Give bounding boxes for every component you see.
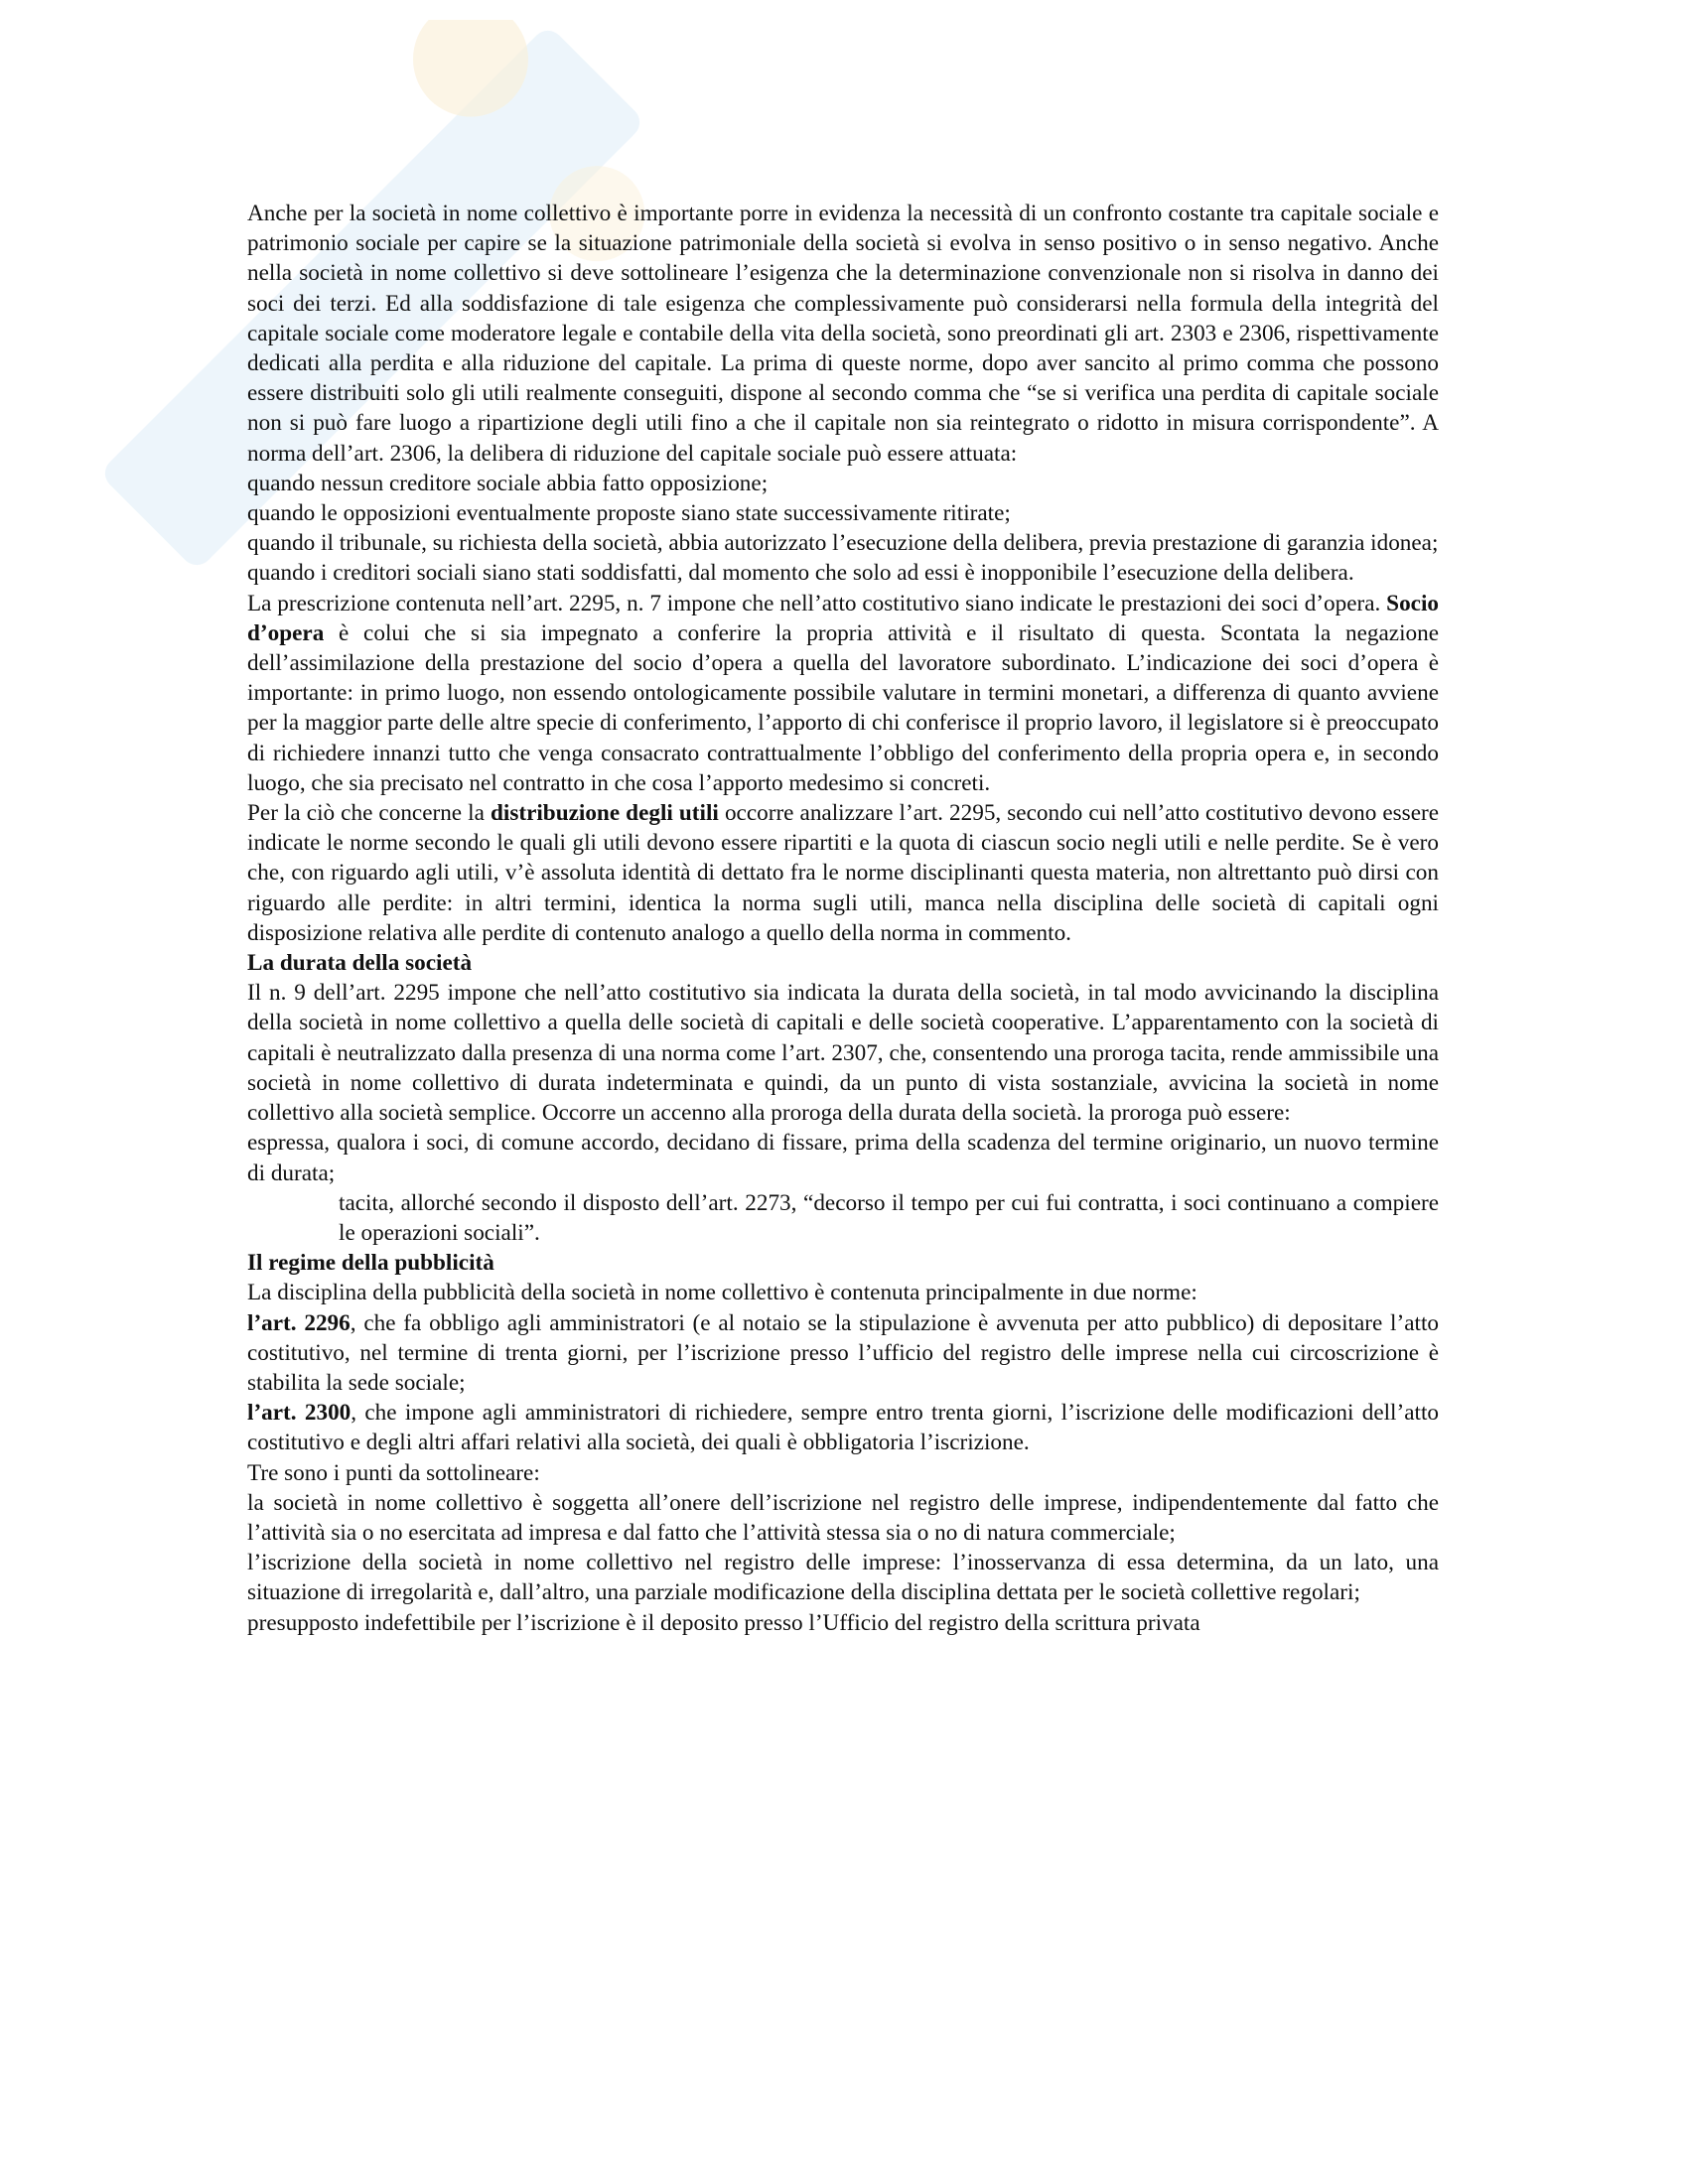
text-run: Il n. 9 dell’art. 2295 impone che nell’atto costitutivo sia indicata la durata della società, in tal modo avvicinando la disciplina della società in nome collettivo a quella delle società di capitali e delle società cooperative. L’apparentamento con la società di capitali è neutralizzato dalla presenza di una norma come l’art. 2307, che, consentendo una proroga tacita, rende ammissibile una società in nome collettivo di durata indeterminata e quindi, da un punto di vista sostanziale, avvicina la società in nome collettivo alla società semplice. Occorre un accenno alla proroga della durata della società. la proroga può essere: <box>247 980 1439 1127</box>
text-run: La durata della società <box>247 950 473 977</box>
text-run: , che impone agli amministratori di richiedere, sempre entro trenta giorni, l’iscrizione delle modificazioni dell’atto costitutivo e degli altri affari relativi alla società, dei quali è obbligatoria l’iscrizione. <box>247 1400 1439 1456</box>
paragraph <box>247 978 1439 1128</box>
paragraph <box>247 1608 1439 1638</box>
text-run: quando il tribunale, su richiesta della società, abbia autorizzato l’esecuzione della delibera, previa prestazione di garanzia idonea; <box>247 530 1439 557</box>
bold-term: distribuzione degli utili <box>490 800 719 827</box>
paragraph <box>247 798 1439 948</box>
text-run: Tre sono i punti da sottolineare: <box>247 1459 540 1486</box>
paragraph <box>247 558 1439 588</box>
text-run: è colui che si sia impegnato a conferire la propria attività e il risultato di questa. Scontata la negazione dell’assimilazione della prestazione del socio d’opera a quella del lavoratore subordinato. L’indicazione dei soci d’opera è importante: in primo luogo, non essendo ontologicamente possibile valutare in termini monetari, a differenza di quanto avviene per la maggior parte delle altre specie di conferimento, l’apporto di chi conferisce il proprio lavoro, il legislatore si è preoccupato di richiedere innanzi tutto che venga consacrato contrattualmente l’obbligo del conferimento della propria opera e, in secondo luogo, che sia precisato nel contratto in che cosa l’apporto medesimo si concreti. <box>247 619 1439 796</box>
text-run: la società in nome collettivo è soggetta all’onere dell’iscrizione nel registro delle imprese, indipendentemente dal fatto che l’attività sia o no esercitata ad impresa e dal fatto che l’attività stessa sia o no di natura commerciale; <box>247 1489 1439 1546</box>
text-run: , che fa obbligo agli amministratori (e al notaio se la stipulazione è avvenuta per atto pubblico) di depositare l’atto costitutivo, nel termine di trenta giorni, per l’iscrizione presso l’ufficio del registro delle imprese nella cui circoscrizione è stabilita la sede sociale; <box>247 1309 1439 1396</box>
paragraph <box>247 589 1439 798</box>
text-run: Il regime della pubblicità <box>247 1250 494 1277</box>
paragraph <box>247 1548 1439 1607</box>
text-run: La prescrizione contenuta nell’art. 2295, n. 7 impone che nell’atto costitutivo siano indicate le prestazioni dei soci d’opera. <box>247 590 1387 616</box>
section-heading <box>247 1248 1439 1278</box>
text-run: La disciplina della pubblicità della società in nome collettivo è contenuta principalmente in due norme: <box>247 1280 1197 1306</box>
text-run: quando le opposizioni eventualmente proposte siano state successivamente ritirate; <box>247 500 1011 527</box>
text-run: Per la ciò che concerne la <box>247 800 491 827</box>
bold-term: l’art. 2296 <box>247 1309 351 1336</box>
paragraph <box>247 469 1439 498</box>
paragraph <box>247 199 1439 469</box>
bold-term: l’art. 2300 <box>247 1400 352 1427</box>
text-run: l’iscrizione della società in nome collettivo nel registro delle imprese: l’inosservanza di essa determina, da un lato, una situazione di irregolarità e, dall’altro, una parziale modificazione della disciplina dettata per le società collettive regolari; <box>247 1550 1439 1606</box>
text-run: Anche per la società in nome collettivo è importante porre in evidenza la necessità di un confronto costante tra capitale sociale e patrimonio sociale per capire se la situazione patrimoniale della società si evolva in senso positivo o in senso negativo. Anche nella società in nome collettivo si deve sottolineare l’esigenza che la determinazione convenzionale non si risolva in danno dei soci dei terzi. Ed alla soddisfazione di tale esigenza che complessivamente può considerarsi nella formula della integrità del capitale sociale come moderatore legale e contabile della vita della società, sono preordinati gli art. 2303 e 2306, rispettivamente dedicati alla perdita e alla riduzione del capitale. La prima di queste norme, dopo aver sancito al primo comma che possono essere distribuiti solo gli utili realmente conseguiti, dispone al secondo comma che “se si verifica una perdita di capitale sociale non si può fare luogo a ripartizione degli utili fino a che il capitale non sia reintegrato o ridotto in misura corrispondente”. A norma dell’art. 2306, la delibera di riduzione del capitale sociale può essere attuata: <box>247 201 1439 467</box>
section-heading <box>247 948 1439 978</box>
paragraph <box>247 1458 1439 1488</box>
text-run: quando i creditori sociali siano stati soddisfatti, dal momento che solo ad essi è inopponibile l’esecuzione della delibera. <box>247 560 1354 587</box>
paragraph <box>247 1278 1439 1307</box>
paragraph <box>247 1308 1439 1399</box>
bold-term: Socio d’opera <box>247 590 1439 646</box>
text-run: quando nessun creditore sociale abbia fatto opposizione; <box>247 470 769 496</box>
paragraph <box>247 1128 1439 1187</box>
paragraph <box>247 1488 1439 1548</box>
document-body <box>247 199 1439 1638</box>
text-run: espressa, qualora i soci, di comune accordo, decidano di fissare, prima della scadenza del termine originario, un nuovo termine di durata; <box>247 1130 1439 1186</box>
text-run: presupposto indefettibile per l’iscrizione è il deposito presso l’Ufficio del registro della scrittura privata <box>247 1609 1200 1636</box>
paragraph <box>247 1398 1439 1457</box>
text-run: tacita, allorché secondo il disposto dell’art. 2273, “decorso il tempo per cui fui contratta, i soci continuano a compiere le operazioni sociali”. <box>339 1189 1439 1246</box>
paragraph <box>247 528 1439 558</box>
paragraph <box>247 1188 1439 1248</box>
paragraph <box>247 498 1439 528</box>
text-run: occorre analizzare l’art. 2295, secondo cui nell’atto costitutivo devono essere indicate le norme secondo le quali gli utili devono essere ripartiti e la quota di ciascun socio negli utili e nelle perdite. Se è vero che, con riguardo agli utili, v’è assoluta identità di dettato fra le norme disciplinanti questa materia, non altrettanto può dirsi con riguardo alle perdite: in altri termini, identica la norma sugli utili, manca nella disciplina delle società di capitali ogni disposizione relativa alle perdite di contenuto analogo a quello della norma in commento. <box>247 800 1440 946</box>
